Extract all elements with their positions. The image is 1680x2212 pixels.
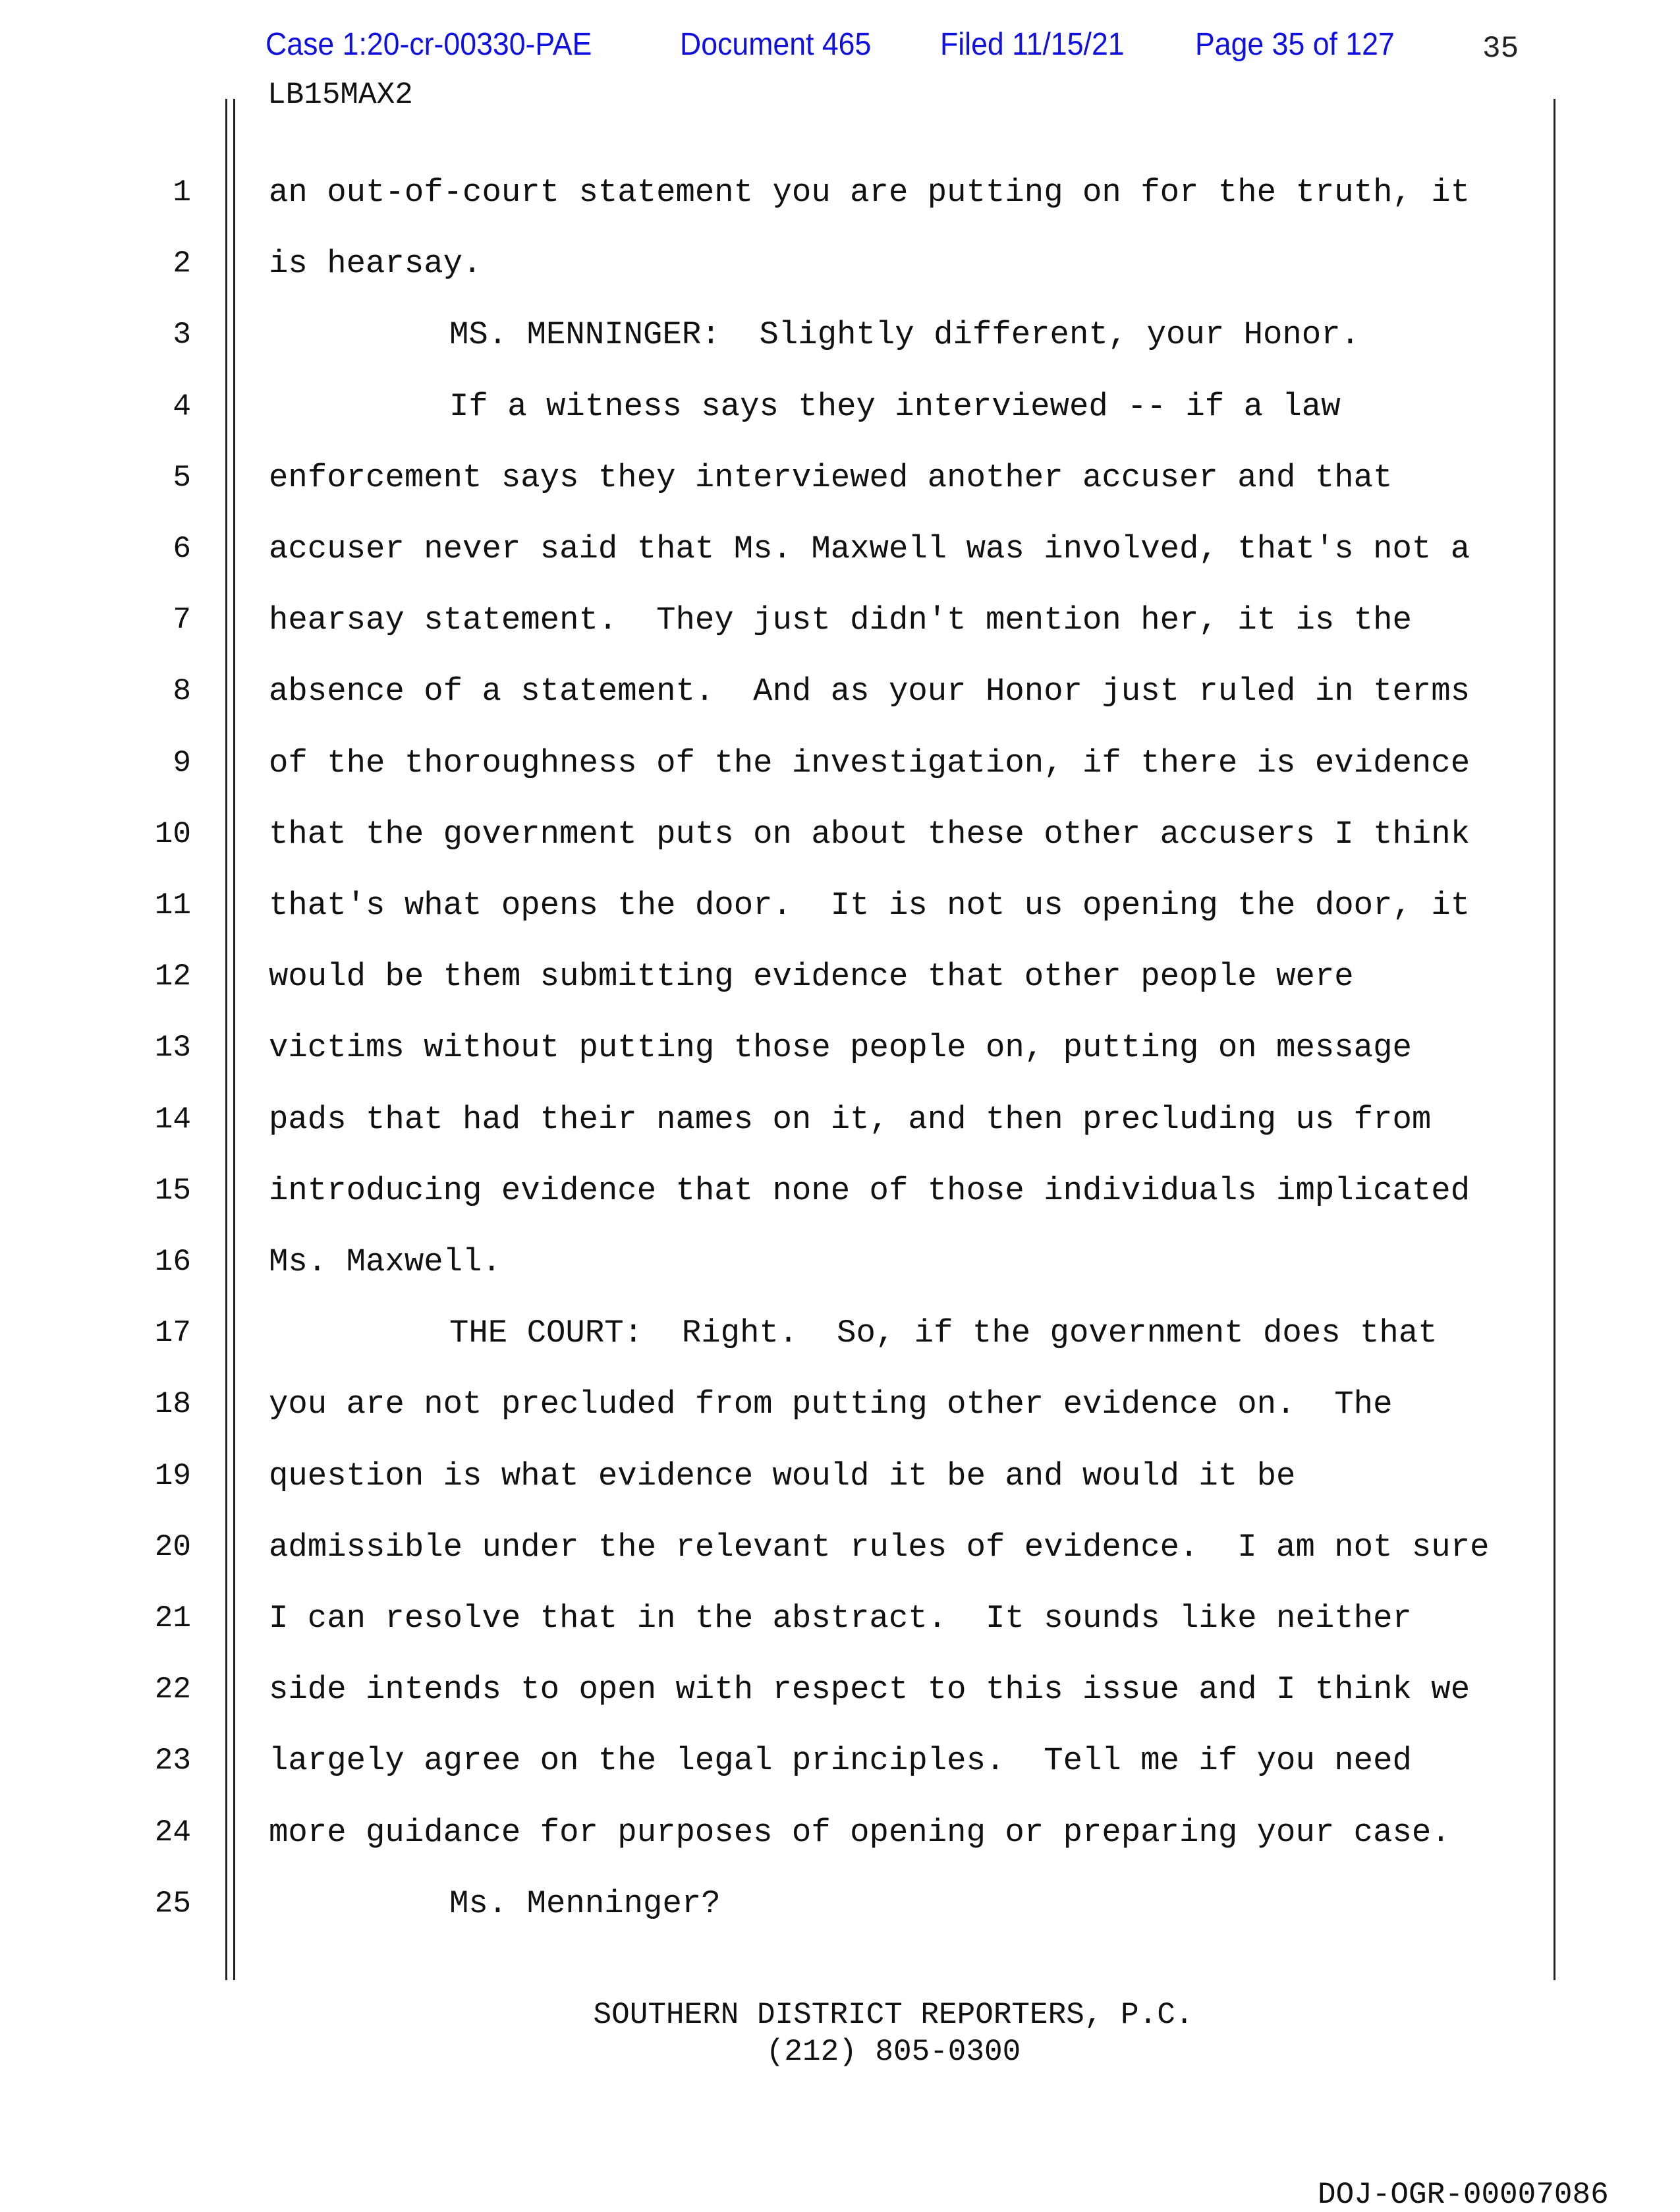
transcript-line: an out-of-court statement you are putting on for the truth, it (269, 174, 1470, 211)
header-case: Case 1:20-cr-00330-PAE (266, 27, 592, 62)
header-filed: Filed 11/15/21 (940, 27, 1125, 62)
line-number: 2 (173, 246, 191, 281)
transcript-line: largely agree on the legal principles. Tell me if you need (269, 1742, 1412, 1780)
transcript-line: enforcement says they interviewed another accuser and that (269, 459, 1393, 496)
bates-number: DOJ-OGR-00007086 (1318, 2178, 1609, 2212)
transcript-line: that the government puts on about these other accusers I think (269, 815, 1470, 853)
line-number: 24 (154, 1815, 191, 1850)
line-number: 10 (154, 816, 191, 851)
transcript-line: side intends to open with respect to this issue and I think we (269, 1671, 1470, 1709)
line-number: 17 (154, 1316, 191, 1351)
line-number: 21 (154, 1601, 191, 1635)
transcript-line: admissible under the relevant rules of evidence. I am not sure (269, 1528, 1490, 1566)
transcript-line: THE COURT: Right. So, if the government does that (449, 1315, 1438, 1352)
line-number: 3 (173, 318, 191, 353)
line-number: 23 (154, 1744, 191, 1778)
right-margin-rule (1554, 99, 1555, 1980)
transcript-line: introducing evidence that none of those individuals implicated (269, 1172, 1470, 1209)
line-number: 8 (173, 674, 191, 709)
line-number: 13 (154, 1031, 191, 1065)
line-number: 25 (154, 1886, 191, 1921)
transcript-line: that's what opens the door. It is not us opening the door, it (269, 887, 1470, 924)
left-margin-rule (233, 99, 235, 1980)
line-number: 11 (154, 888, 191, 922)
line-number: 15 (154, 1173, 191, 1208)
left-margin-rule (225, 99, 227, 1980)
transcript-line: Ms. Maxwell. (269, 1243, 501, 1280)
transcript-line: MS. MENNINGER: Slightly different, your Honor. (449, 316, 1360, 354)
line-number: 9 (173, 745, 191, 780)
transcript-line: Ms. Menninger? (449, 1885, 721, 1922)
transcript-line: more guidance for purposes of opening or preparing your case. (269, 1813, 1451, 1851)
line-number: 7 (173, 603, 191, 638)
page-number: 35 (1482, 32, 1519, 66)
transcript-line: accuser never said that Ms. Maxwell was involved, that's not a (269, 530, 1470, 567)
line-number: 1 (173, 175, 191, 210)
transcript-line: you are not precluded from putting other evidence on. The (269, 1386, 1393, 1423)
line-number: 20 (154, 1529, 191, 1564)
transcript-line: victims without putting those people on, putting on message (269, 1029, 1412, 1067)
line-number: 18 (154, 1387, 191, 1422)
transcript-line: pads that had their names on it, and then precluding us from (269, 1100, 1432, 1138)
footer-reporter: SOUTHERN DISTRICT REPORTERS, P.C. (593, 1998, 1194, 2032)
line-number: 6 (173, 532, 191, 566)
line-number: 4 (173, 389, 191, 424)
line-number: 19 (154, 1458, 191, 1493)
transcript-line: I can resolve that in the abstract. It sounds like neither (269, 1600, 1412, 1637)
transcript-line: hearsay statement. They just didn't mention her, it is the (269, 602, 1412, 639)
transcript-line: If a witness says they interviewed -- if a law (449, 387, 1341, 425)
transcript-line: of the thoroughness of the investigation, if there is evidence (269, 744, 1470, 781)
line-number: 12 (154, 959, 191, 994)
footer-phone: (212) 805-0300 (766, 2035, 1021, 2069)
transcript-line: absence of a statement. And as your Honor just ruled in terms (269, 673, 1470, 710)
line-number: 14 (154, 1102, 191, 1137)
transcript-line: is hearsay. (269, 245, 482, 283)
line-number: 5 (173, 460, 191, 495)
case-id: LB15MAX2 (267, 78, 413, 112)
line-number: 22 (154, 1672, 191, 1707)
line-number: 16 (154, 1245, 191, 1279)
transcript-line: would be them submitting evidence that other people were (269, 958, 1354, 996)
transcript-line: question is what evidence would it be and would it be (269, 1457, 1296, 1494)
header-page: Page 35 of 127 (1195, 27, 1395, 62)
header-document: Document 465 (680, 27, 872, 62)
